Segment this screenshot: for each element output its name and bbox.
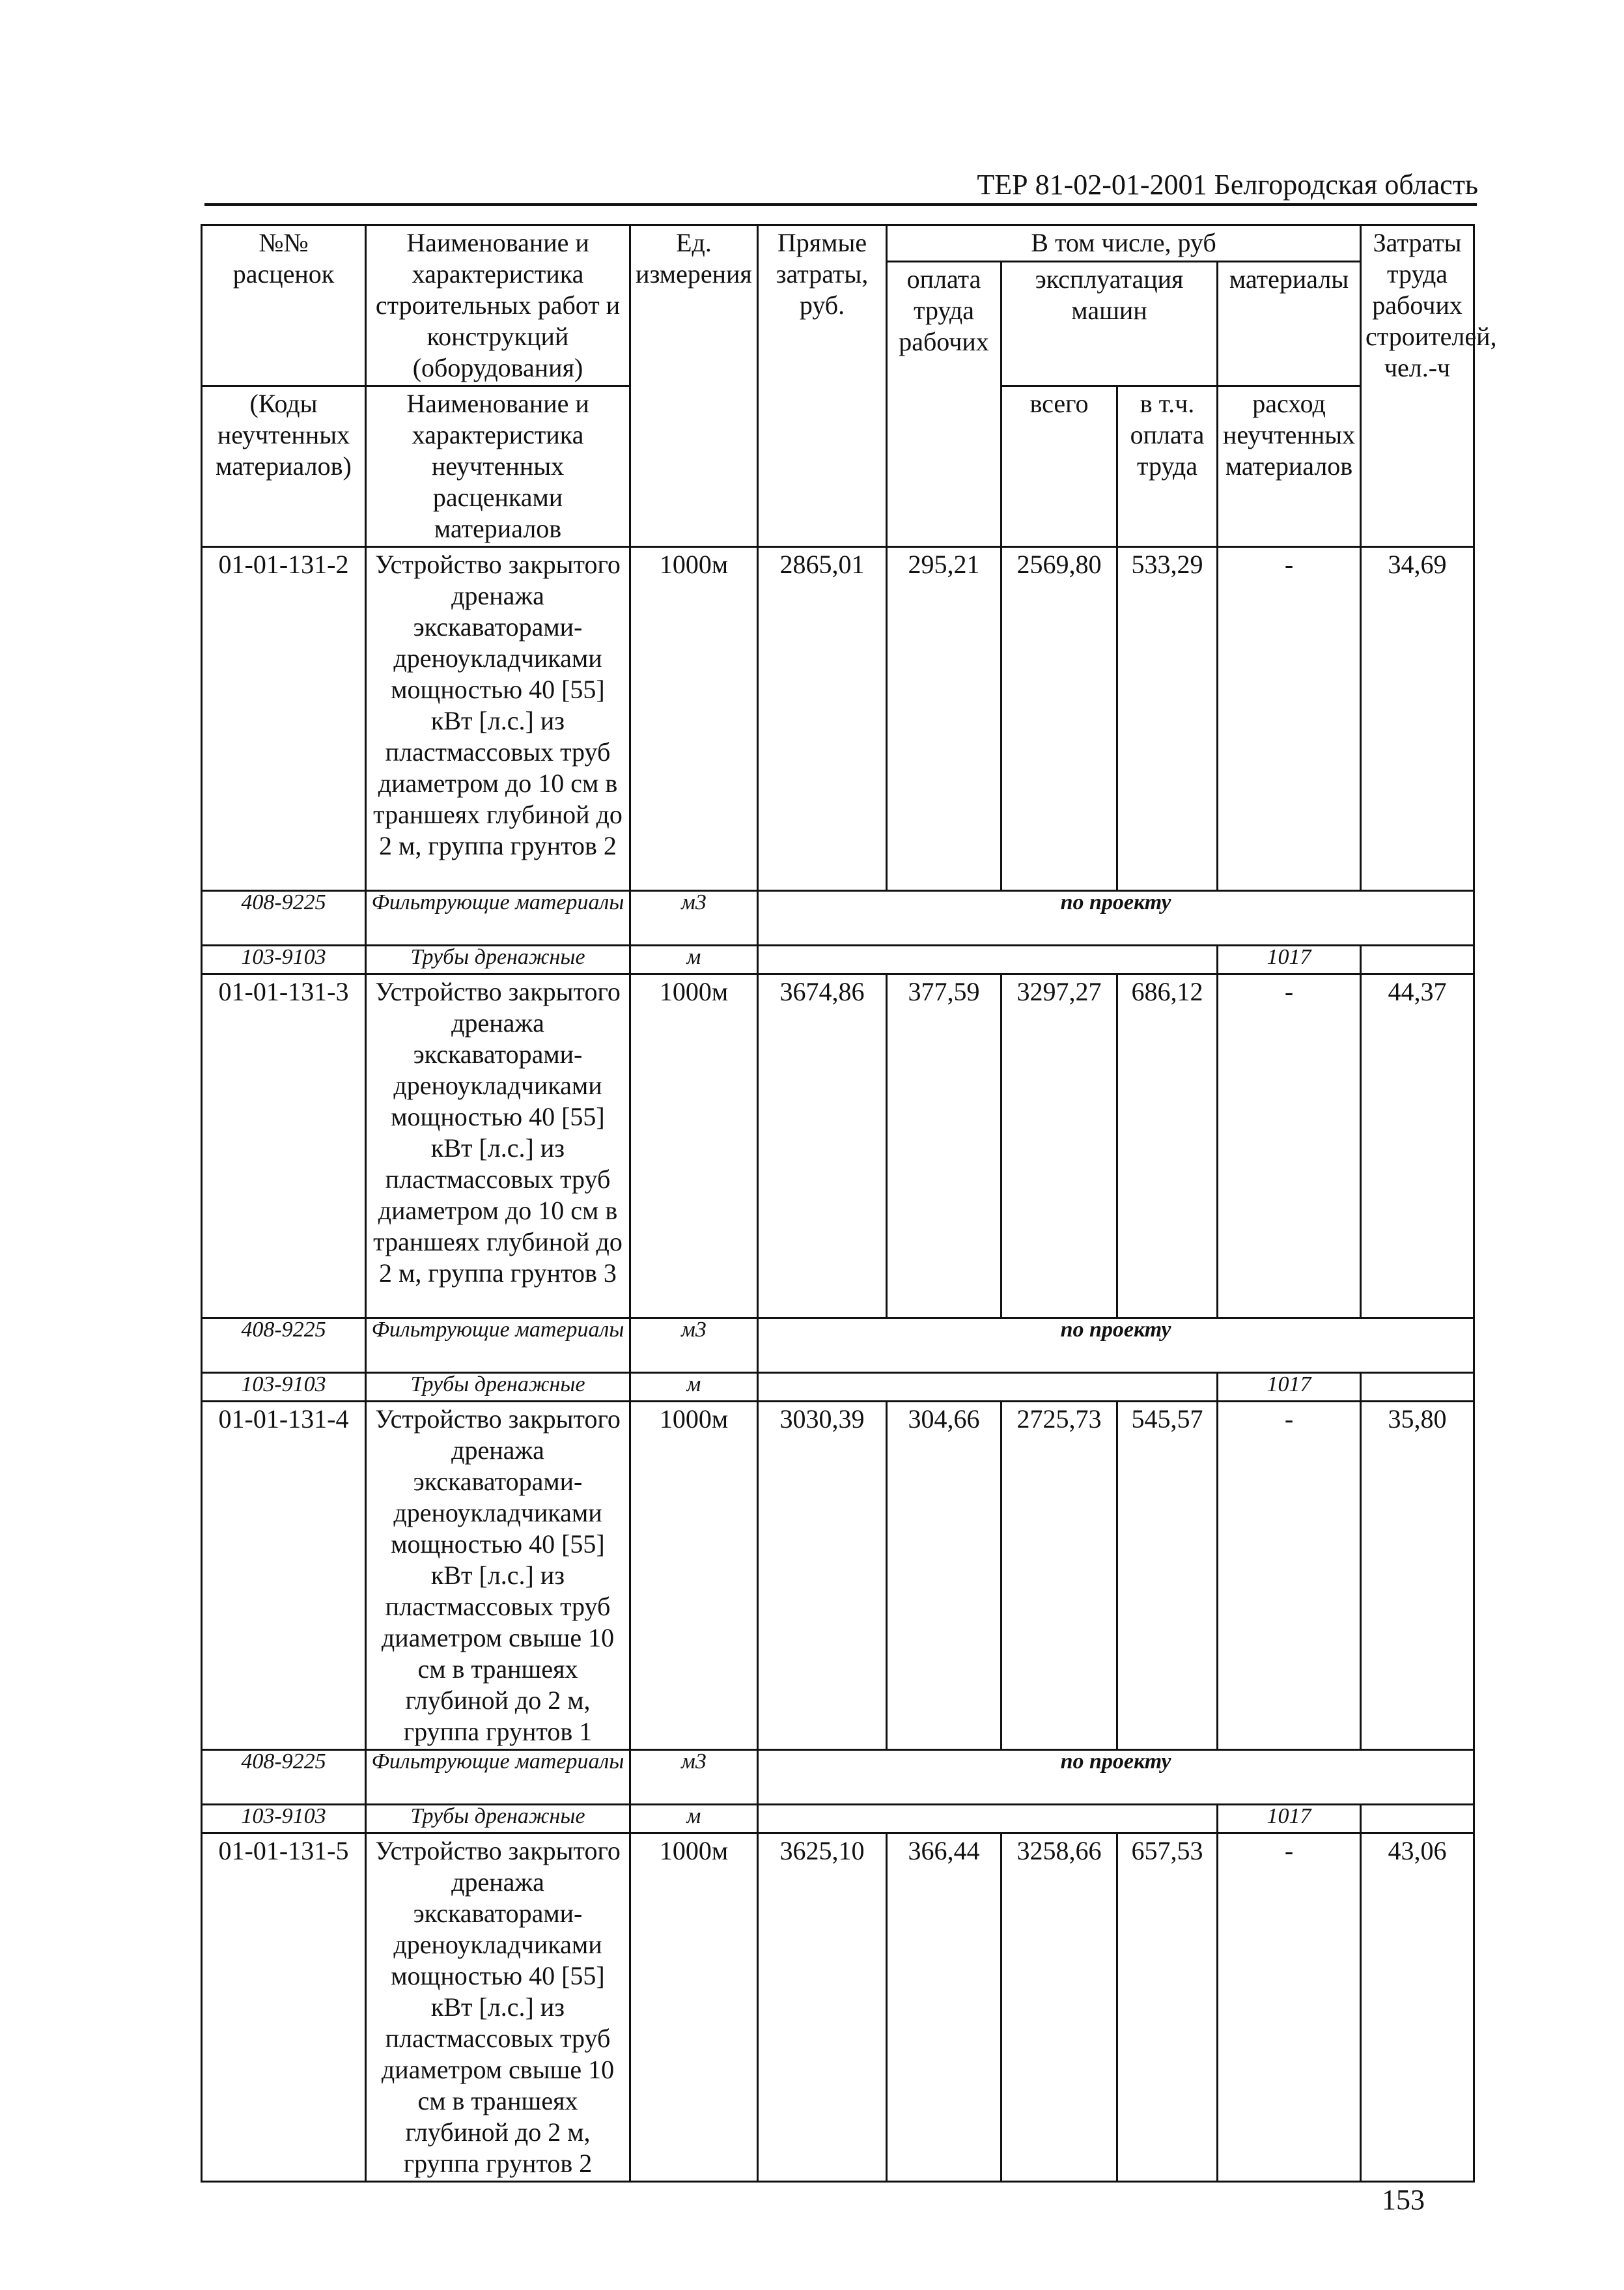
header-name-sub: Наименование и характеристика неучтенных расценками материалов bbox=[366, 386, 630, 547]
rate-materials: - bbox=[1218, 1402, 1361, 1750]
material-unit: м bbox=[630, 1805, 758, 1833]
header-labor-costs: Затраты труда рабочих строителей, чел.-ч bbox=[1361, 225, 1474, 547]
table-row bbox=[202, 974, 1474, 1318]
material-code: 408-9225 bbox=[202, 1318, 366, 1373]
rate-labor: 43,06 bbox=[1361, 1833, 1474, 2182]
material-empty bbox=[758, 1805, 1218, 1833]
material-name: Трубы дренажные bbox=[366, 946, 630, 974]
rate-code: 01-01-131-5 bbox=[202, 1833, 366, 2182]
rate-machines-total: 2569,80 bbox=[1001, 547, 1117, 891]
material-empty bbox=[758, 1373, 1218, 1402]
rate-wages: 295,21 bbox=[887, 547, 1001, 891]
rate-name: Устройство закрытого дренажа экскаваторами-дреноукладчиками мощностью 40 [55] кВт [л.с.] из пластмассовых труб диаметром до 10 см в траншеях глубиной до 2 м, группа грунтов 3 bbox=[366, 974, 630, 1318]
material-row bbox=[202, 1318, 1474, 1373]
header-row-1 bbox=[202, 225, 1474, 262]
header-name: Наименование и характеристика строительных работ и конструкций (оборудования) bbox=[366, 225, 630, 386]
material-value: 1017 bbox=[1218, 1373, 1361, 1402]
rate-direct: 3674,86 bbox=[758, 974, 887, 1318]
material-code: 408-9225 bbox=[202, 891, 366, 946]
header-machines-wages: в т.ч. оплата труда bbox=[1117, 386, 1218, 547]
material-unit: м3 bbox=[630, 1750, 758, 1805]
material-name: Фильтрующие материалы bbox=[366, 891, 630, 946]
material-value: по проекту bbox=[758, 1750, 1474, 1805]
material-empty bbox=[758, 946, 1218, 974]
rate-unit: 1000м bbox=[630, 547, 758, 891]
rate-machines-wages: 545,57 bbox=[1117, 1402, 1218, 1750]
material-value: 1017 bbox=[1218, 1805, 1361, 1833]
rate-materials: - bbox=[1218, 974, 1361, 1318]
material-row bbox=[202, 891, 1474, 946]
material-unit: м bbox=[630, 1373, 758, 1402]
header-rule bbox=[204, 203, 1477, 206]
rate-name: Устройство закрытого дренажа экскаваторами-дреноукладчиками мощностью 40 [55] кВт [л.с.] из пластмассовых труб диаметром свыше 10 см в траншеях глубиной до 2 м, группа грунтов 2 bbox=[366, 1833, 630, 2182]
header-machines-total: всего bbox=[1001, 386, 1117, 547]
rate-labor: 34,69 bbox=[1361, 547, 1474, 891]
rate-name: Устройство закрытого дренажа экскаваторами-дреноукладчиками мощностью 40 [55] кВт [л.с.] из пластмассовых труб диаметром свыше 10 см в траншеях глубиной до 2 м, группа грунтов 1 bbox=[366, 1402, 630, 1750]
rate-machines-total: 3297,27 bbox=[1001, 974, 1117, 1318]
document-header: ТЕР 81-02-01-2001 Белгородская область bbox=[977, 169, 1478, 201]
material-name: Трубы дренажные bbox=[366, 1805, 630, 1833]
material-value: по проекту bbox=[758, 891, 1474, 946]
rate-wages: 377,59 bbox=[887, 974, 1001, 1318]
material-unit: м3 bbox=[630, 1318, 758, 1373]
material-code: 408-9225 bbox=[202, 1750, 366, 1805]
rates-table bbox=[201, 224, 1497, 2183]
material-code: 103-9103 bbox=[202, 1805, 366, 1833]
table-row bbox=[202, 547, 1474, 891]
material-unit: м bbox=[630, 946, 758, 974]
table-row bbox=[202, 1402, 1474, 1750]
table-row bbox=[202, 1833, 1474, 2182]
rate-direct: 2865,01 bbox=[758, 547, 887, 891]
material-row bbox=[202, 946, 1474, 974]
rate-unit: 1000м bbox=[630, 1402, 758, 1750]
header-wages: оплата труда рабочих bbox=[887, 262, 1001, 547]
material-value: 1017 bbox=[1218, 946, 1361, 974]
material-row bbox=[202, 1373, 1474, 1402]
material-code: 103-9103 bbox=[202, 1373, 366, 1402]
header-materials-sub: расход неучтенных материалов bbox=[1218, 386, 1361, 547]
header-materials: материалы bbox=[1218, 262, 1361, 386]
rate-labor: 35,80 bbox=[1361, 1402, 1474, 1750]
rate-unit: 1000м bbox=[630, 1833, 758, 2182]
rate-machines-wages: 686,12 bbox=[1117, 974, 1218, 1318]
page-number: 153 bbox=[1382, 2184, 1425, 2216]
rate-direct: 3030,39 bbox=[758, 1402, 887, 1750]
header-machines: эксплуатация машин bbox=[1001, 262, 1218, 386]
rate-machines-total: 3258,66 bbox=[1001, 1833, 1117, 2182]
rate-machines-total: 2725,73 bbox=[1001, 1402, 1117, 1750]
material-code: 103-9103 bbox=[202, 946, 366, 974]
rate-machines-wages: 533,29 bbox=[1117, 547, 1218, 891]
material-name: Трубы дренажные bbox=[366, 1373, 630, 1402]
material-empty bbox=[1361, 1805, 1474, 1833]
rate-wages: 304,66 bbox=[887, 1402, 1001, 1750]
rate-code: 01-01-131-3 bbox=[202, 974, 366, 1318]
material-name: Фильтрующие материалы bbox=[366, 1750, 630, 1805]
header-code: №№ расценок bbox=[202, 225, 366, 386]
rate-materials: - bbox=[1218, 547, 1361, 891]
header-direct-costs: Прямые затраты, руб. bbox=[758, 225, 887, 547]
material-name: Фильтрующие материалы bbox=[366, 1318, 630, 1373]
material-row bbox=[202, 1805, 1474, 1833]
material-empty bbox=[1361, 1373, 1474, 1402]
rate-code: 01-01-131-4 bbox=[202, 1402, 366, 1750]
material-row bbox=[202, 1750, 1474, 1805]
rate-machines-wages: 657,53 bbox=[1117, 1833, 1218, 2182]
rate-wages: 366,44 bbox=[887, 1833, 1001, 2182]
rate-name: Устройство закрытого дренажа экскаваторами-дреноукладчиками мощностью 40 [55] кВт [л.с.] из пластмассовых труб диаметром до 10 см в траншеях глубиной до 2 м, группа грунтов 2 bbox=[366, 547, 630, 891]
rate-unit: 1000м bbox=[630, 974, 758, 1318]
material-value: по проекту bbox=[758, 1318, 1474, 1373]
rate-code: 01-01-131-2 bbox=[202, 547, 366, 891]
material-empty bbox=[1361, 946, 1474, 974]
header-unit: Ед. измерения bbox=[630, 225, 758, 547]
rate-labor: 44,37 bbox=[1361, 974, 1474, 1318]
rate-direct: 3625,10 bbox=[758, 1833, 887, 2182]
header-code-sub: (Коды неучтенных материалов) bbox=[202, 386, 366, 547]
material-unit: м3 bbox=[630, 891, 758, 946]
rate-materials: - bbox=[1218, 1833, 1361, 2182]
header-including: В том числе, руб bbox=[887, 225, 1361, 262]
